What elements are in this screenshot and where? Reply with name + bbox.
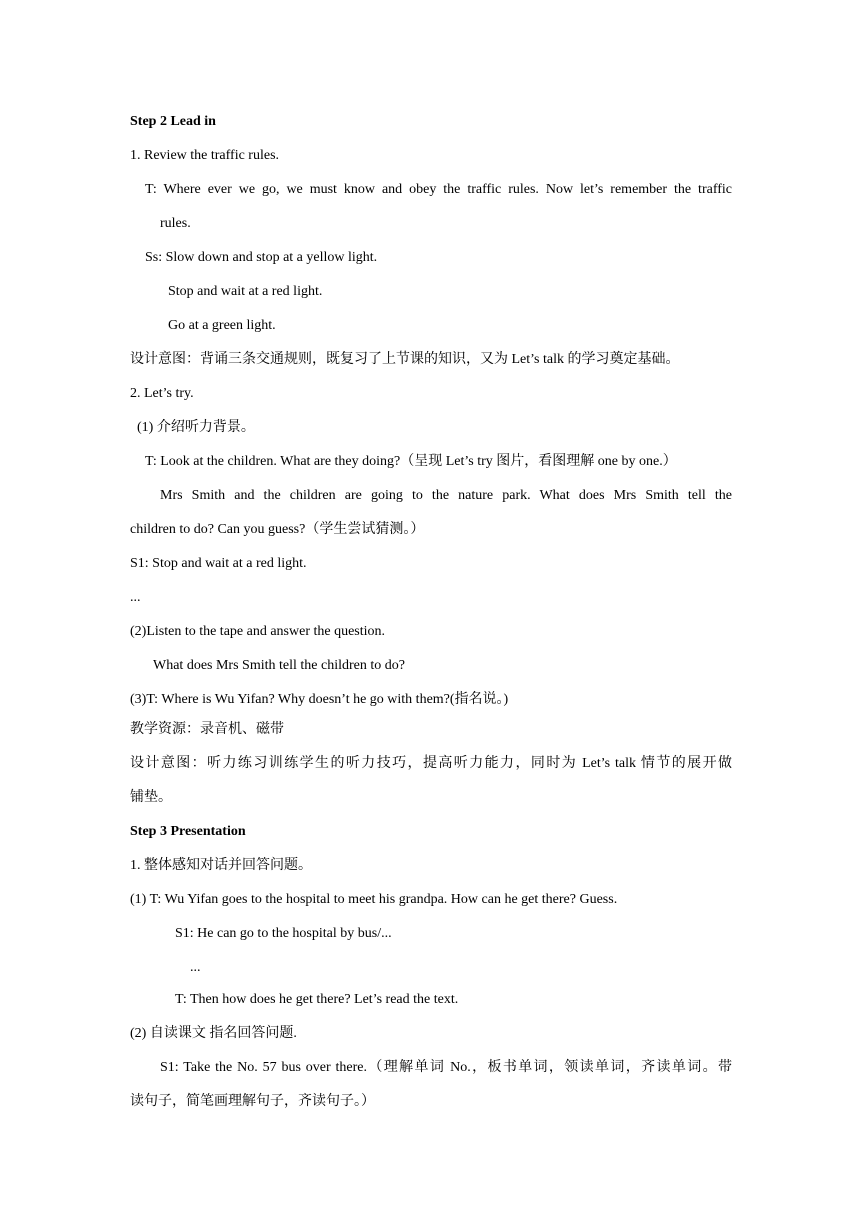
text-line: T: Where ever we go, we must know and obey the traffic rules. Now let’s remember the traffic — [145, 182, 732, 197]
text-line: (2) 自读课文 指名回答问题. — [130, 1026, 297, 1041]
heading-step-2: Step 2 Lead in — [130, 114, 216, 129]
text-line: Mrs Smith and the children are going to the nature park. What does Mrs Smith tell the — [160, 488, 732, 503]
text-line: (2)Listen to the tape and answer the question. — [130, 624, 386, 639]
text-line: (3)T: Where is Wu Yifan? Why doesn’t he go with them?(指名说。) — [130, 692, 509, 707]
text-line: S1: He can go to the hospital by bus/... — [175, 926, 392, 941]
design-intent-line: 设计意图：听力练习训练学生的听力技巧，提高听力能力，同时为 Let’s talk 情节的展开做 — [130, 756, 732, 771]
resources-line: 教学资源：录音机、磁带 — [130, 722, 284, 737]
text-line: What does Mrs Smith tell the children to do? — [153, 658, 405, 673]
design-intent-line: 设计意图：背诵三条交通规则，既复习了上节课的知识，又为 Let’s talk 的学习奠定基础。 — [130, 352, 680, 367]
text-line: 2. Let’s try. — [130, 386, 194, 401]
text-line: 1. Review the traffic rules. — [130, 148, 280, 163]
heading-step-3: Step 3 Presentation — [130, 824, 246, 839]
text-line: rules. — [160, 216, 191, 231]
text-line: (1) 介绍听力背景。 — [137, 420, 255, 435]
text-line: 1. 整体感知对话并回答问题。 — [130, 858, 312, 873]
text-line: Go at a green light. — [168, 318, 276, 333]
text-line: ... — [130, 590, 141, 605]
text-line: Stop and wait at a red light. — [168, 284, 323, 299]
text-line: ... — [190, 960, 201, 975]
text-line: S1: Stop and wait at a red light. — [130, 556, 307, 571]
text-line: 读句子，简笔画理解句子，齐读句子。） — [130, 1094, 375, 1109]
text-line: T: Look at the children. What are they doing?（呈现 Let’s try 图片，看图理解 one by one.） — [145, 454, 677, 469]
text-line: Ss: Slow down and stop at a yellow light. — [145, 250, 378, 265]
text-line: S1: Take the No. 57 bus over there.（理解单词 No.，板书单词，领读单词，齐读单词。带 — [160, 1060, 732, 1075]
text-line: (1) T: Wu Yifan goes to the hospital to meet his grandpa. How can he get there? Guess. — [130, 892, 618, 907]
text-line: T: Then how does he get there? Let’s read the text. — [175, 992, 459, 1007]
text-line: 铺垫。 — [130, 790, 172, 805]
text-line: children to do? Can you guess?（学生尝试猜测。） — [130, 522, 425, 537]
